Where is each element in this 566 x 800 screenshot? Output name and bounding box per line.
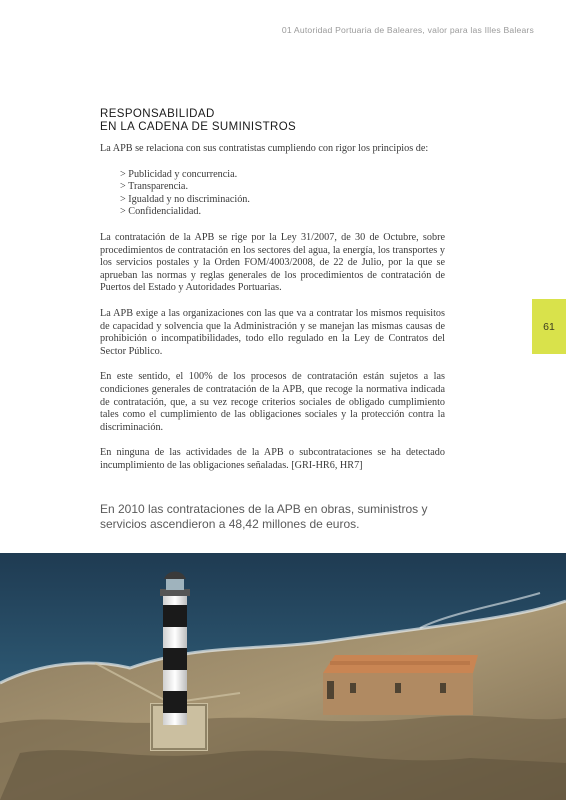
section-title [100,108,296,134]
running-header: 01 Autoridad Portuaria de Baleares, valor para las Illes Balears [281,25,534,35]
list-item: > Publicidad y concurrencia. [120,168,238,180]
page-number: 61 [543,320,555,333]
paragraph-requirements: La APB exige a las organizaciones con las que va a contratar los mismos requisitos de capacidad y solvencia que la Administración y se manejan las mismas causas de prohibición o incompatibilidades, todo ello regulado en la Ley de Contratos del Sector Público. [100,307,445,357]
section-title-line2: EN LA CADENA DE SUMINISTROS [100,121,297,133]
principles-list [100,169,445,219]
page-number-tab [532,299,566,354]
list-item: > Transparencia. [120,181,188,193]
list-item: > Igualdad y no discriminación. [120,193,250,205]
paragraph-compliance: En ninguna de las actividades de la APB o subcontrataciones se ha detectado incumplimiento de las obligaciones señaladas. [GRI-HR6, HR7] [100,447,445,471]
highlight-statement: En 2010 las contrataciones de la APB en obras, suministros y servicios ascendieron a 48,42 millones de euros. [100,502,428,531]
paragraph-conditions: En este sentido, el 100% de los procesos de contratación están sujetos a las condiciones generales de contratación de la APB, que recoge la normativa indicada de contratación, que, a su vez recoge criterios sociales de obligado cumplimiento tales como el cumplimiento de las obligaciones sociales y la protección contra la discriminación. [100,371,445,433]
list-item: > Confidencialidad. [120,206,201,218]
section-title-line1: RESPONSABILIDAD [100,108,215,120]
lighthouse-photo [0,553,566,800]
paragraph-legislation: La contratación de la APB se rige por la Ley 31/2007, de 30 de Octubre, sobre procedimientos de contratación en los sectores del agua, la energía, los transportes y los servicios postales y la Orden FOM/4003/2008, de 22 de Julio, por la que se aprueban las normas y reglas generales de los procedimientos de contratación de Puertos del Estado y Autoridades Portuarias. [100,231,445,294]
intro-paragraph: La APB se relaciona con sus contratistas cumpliendo con rigor los principios de: [100,143,429,154]
body-text [100,143,445,485]
